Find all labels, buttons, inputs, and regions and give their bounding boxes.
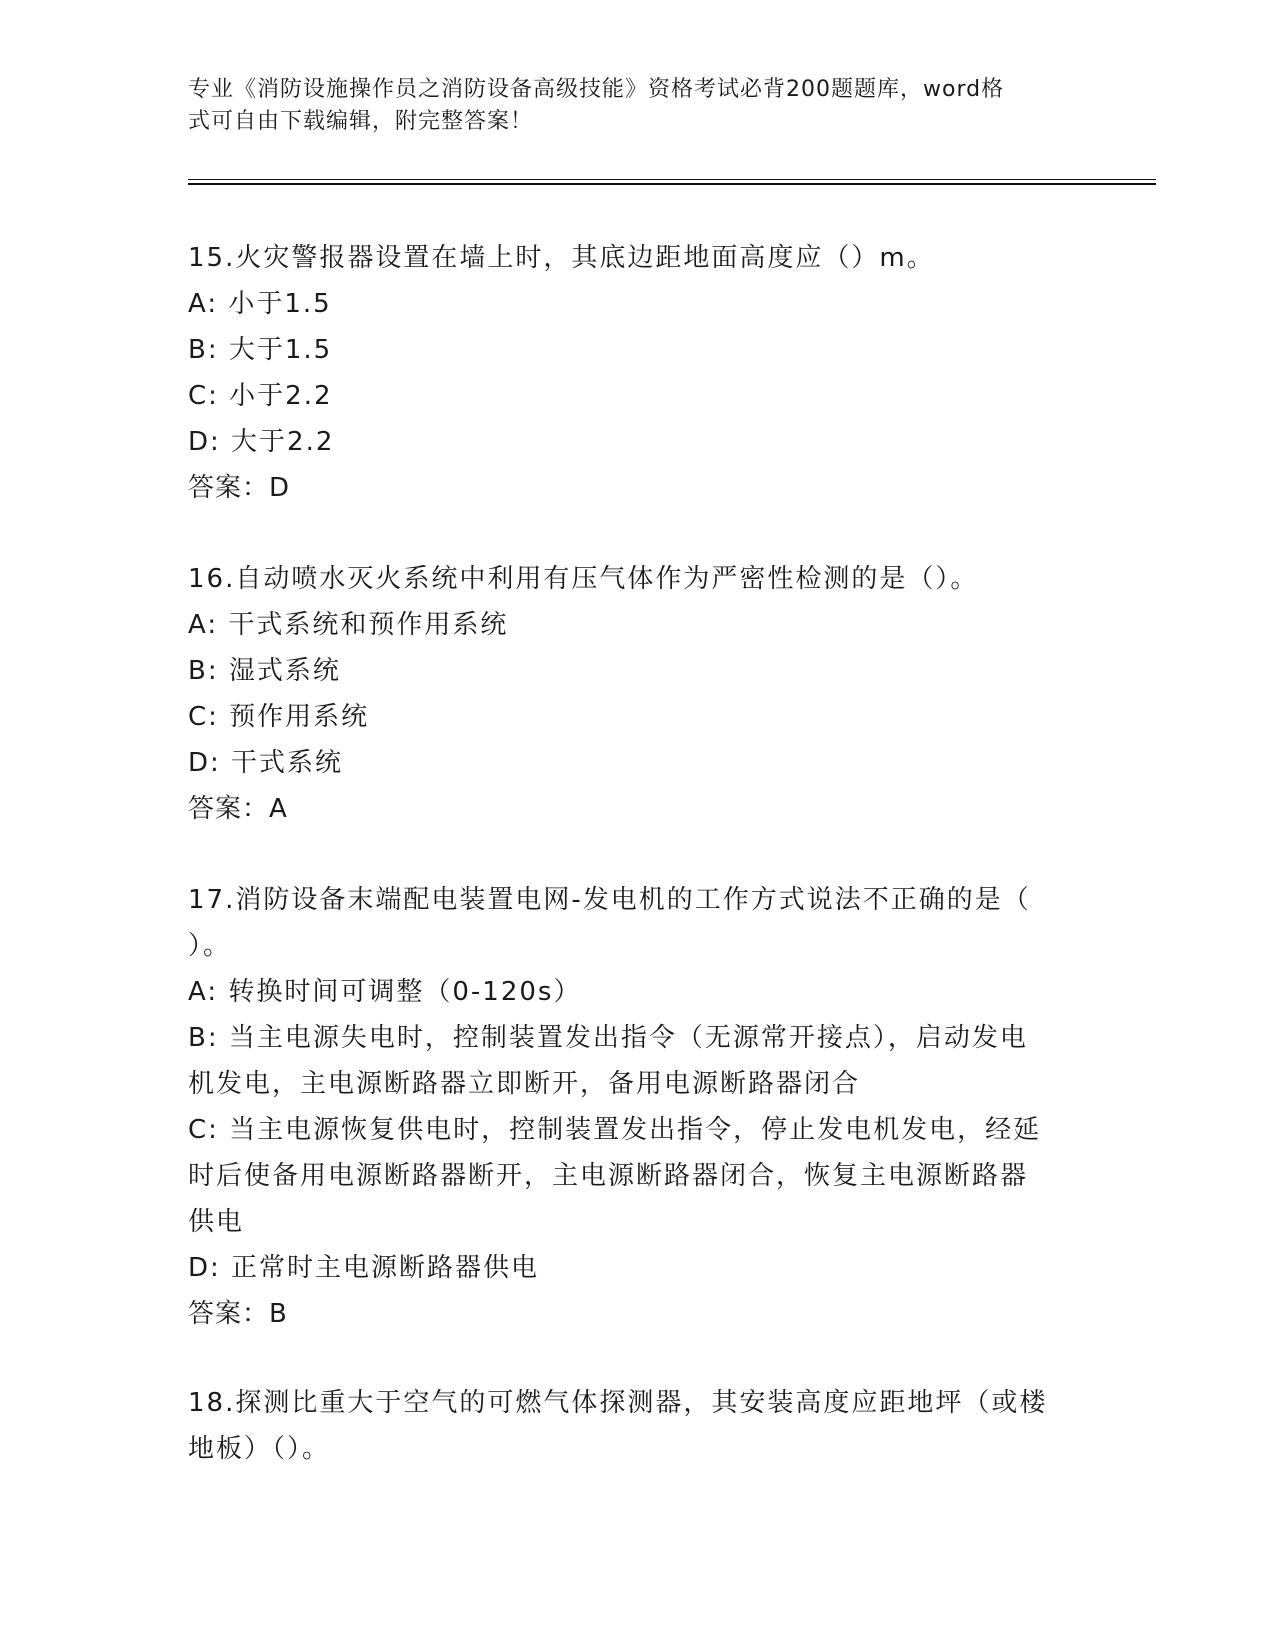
header-divider-bottom [188,183,1156,185]
question-16 [188,556,1088,832]
document-header [188,74,1068,138]
option-a: A: 转换时间可调整（0-120s） [188,977,582,1007]
option-c-line-1: C: 当主电源恢复供电时，控制装置发出指令，停止发电机发电，经延 [188,1115,1042,1145]
option-d: D: 干式系统 [188,748,344,778]
question-15 [188,235,1088,511]
option-c: C: 小于2.2 [188,381,333,411]
option-c-line-3: 供电 [188,1207,245,1237]
option-c: C: 预作用系统 [188,702,370,732]
option-a: A: 干式系统和预作用系统 [188,610,509,640]
question-stem-line-1: 18.探测比重大于空气的可燃气体探测器，其安装高度应距地坪（或楼 [188,1388,1048,1418]
header-line-1: 专业《消防设施操作员之消防设备高级技能》资格考试必背200题题库，word格 [188,77,1005,102]
header-divider-top [188,179,1156,180]
option-a: A: 小于1.5 [188,289,332,319]
header-line-2: 式可自由下载编辑，附完整答案！ [188,109,534,134]
question-stem-line-2: ）。 [188,931,232,961]
option-b: B: 大于1.5 [188,335,333,365]
option-b: B: 湿式系统 [188,656,341,686]
answer-line: 答案：A [188,794,288,824]
option-c-line-2: 时后使备用电源断路器断开，主电源断路器闭合，恢复主电源断路器 [188,1161,1029,1191]
option-b-line-2: 机发电，主电源断路器立即断开，备用电源断路器闭合 [188,1069,861,1099]
answer-line: 答案：D [188,473,291,503]
question-stem-line-2: 地板）（）。 [188,1434,331,1464]
question-stem: 15.火灾警报器设置在墙上时，其底边距地面高度应（）m。 [188,243,935,273]
question-stem: 16.自动喷水灭火系统中利用有压气体作为严密性检测的是（）。 [188,564,979,594]
option-d: D: 大于2.2 [188,427,335,457]
answer-line: 答案：B [188,1299,288,1329]
option-d: D: 正常时主电源断路器供电 [188,1253,540,1283]
question-18 [188,1380,1088,1472]
question-stem-line-1: 17.消防设备末端配电装置电网-发电机的工作方式说法不正确的是（ [188,885,1031,915]
question-17 [188,877,1088,1337]
option-b-line-1: B: 当主电源失电时，控制装置发出指令（无源常开接点），启动发电 [188,1023,1028,1053]
